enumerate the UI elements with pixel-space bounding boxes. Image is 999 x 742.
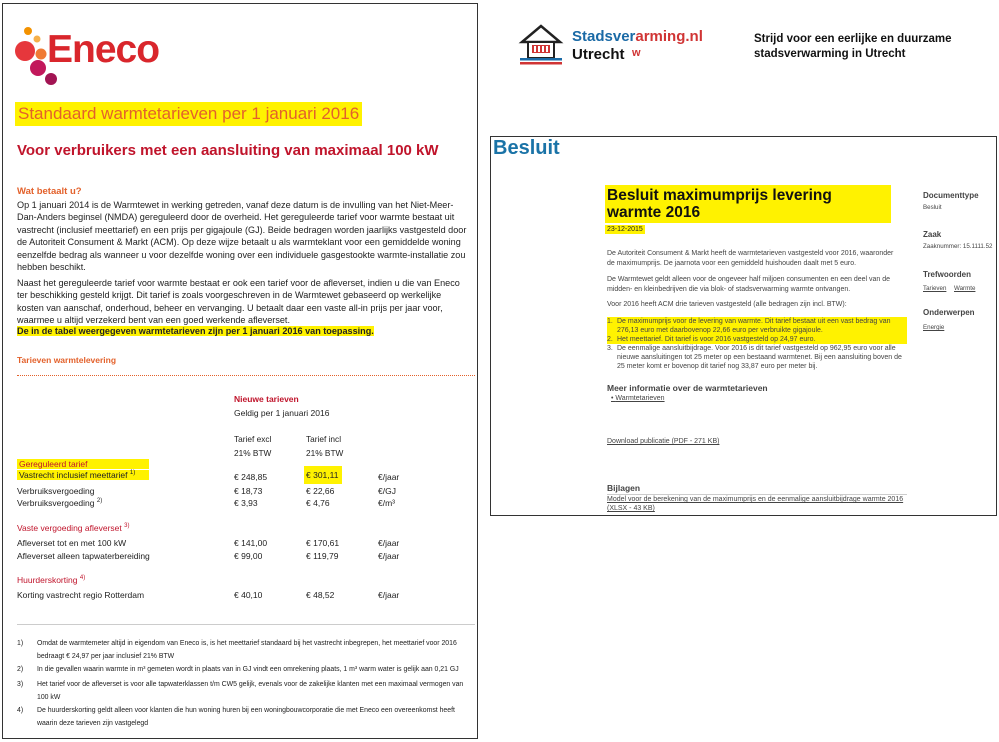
logo-text-blue: Stadsver [572, 28, 636, 45]
section-footnote-ref: 4) [79, 575, 86, 582]
list-text: De eenmalige aansluitbijdrage. Voor 2016 is dit tarief vastgesteld op 962,95 euro voor alle nieuwe aansluitingen tot 25 meter op een bestaand warmtenet. Bij een aansluiting boven de 25 meter komt er bovenop dit tarief nog 33,87 euro per meter bij. [617, 345, 902, 370]
stadsverwarming-city: Utrecht [572, 46, 625, 63]
list-text: De maximumprijs voor de levering van warmte. Dit tarief bestaat uit een vast bedrag van 276,13 euro met daarbovenop 22,66 euro per verbruikte gigajoule. [617, 318, 891, 334]
list-item [607, 344, 907, 371]
table-cell-unit: €/jaar [378, 538, 400, 548]
list-number: 1. [607, 318, 613, 325]
sidebar-doctype-value: Besluit [923, 204, 942, 211]
besluit-date: 23-12-2015 [607, 226, 643, 233]
sidebar-topics-heading: Onderwerpen [923, 308, 975, 317]
footnote-item [17, 705, 473, 731]
footnote-item [17, 664, 473, 677]
table-cell-excl: € 248,85 [234, 472, 268, 482]
page-subtitle: Voor verbruikers met een aansluiting van maximaal 100 kW [17, 142, 439, 159]
table-row-label [17, 498, 102, 508]
table-row-label [17, 470, 149, 480]
besluit-heading: Besluit [493, 137, 560, 159]
table-cell-excl: € 141,00 [234, 538, 268, 548]
keyword-link-warmte[interactable]: Warmte [954, 285, 976, 292]
column-header-incl [306, 432, 343, 460]
logo-text-red: arming.nl [635, 28, 703, 45]
table-cell-incl: € 170,61 [306, 538, 340, 548]
column-header-incl-line1: Tarief incl [306, 434, 342, 444]
table-row-label: Verbruiksvergoeding [17, 486, 95, 496]
table-row-label: Afleverset tot en met 100 kW [17, 538, 127, 548]
stadsverwarming-logo-text[interactable] [572, 28, 703, 45]
table-cell-excl: € 40,10 [234, 590, 263, 600]
row-footnote-ref: 2) [96, 498, 103, 505]
table-cell-unit: €/jaar [378, 590, 400, 600]
table-cell-incl: € 48,52 [306, 590, 335, 600]
section-rent-label: Huurderskorting [17, 575, 78, 585]
link-warmtetarieven[interactable]: • Warmtetarieven [611, 395, 665, 402]
table-cell-incl: € 22,66 [306, 486, 335, 496]
download-publication-link[interactable]: Download publicatie (PDF - 271 KB) [607, 438, 720, 445]
sidebar-doctype-heading: Documenttype [923, 191, 979, 200]
column-header-excl-line1: Tarief excl [234, 434, 272, 444]
table-heading-new-tariffs: Nieuwe tarieven [234, 394, 299, 404]
footnote-text: Omdat de warmtemeter altijd in eigendom van Eneco is, is het meettarief standaard bij het vastrecht inbegrepen, het meettarief voor 2016 bedraagt € 24,97 per jaar inclusief 21% BTW [37, 640, 457, 660]
besluit-paragraph: Voor 2016 heeft ACM drie tarieven vastgesteld (alle bedragen zijn incl. BTW): [607, 301, 847, 308]
validity-note [17, 325, 469, 337]
keyword-link-tarieven[interactable]: Tarieven [923, 285, 947, 292]
footnote-divider [17, 624, 475, 625]
house-radiator-icon [516, 24, 566, 66]
footnote-number: 4) [17, 707, 24, 714]
list-number: 3. [607, 345, 613, 352]
footnote-text: De huurderskorting geldt alleen voor klanten die hun woning huren bij een woningbouwcorporatie die met Eneco een overeenkomst heeft waarin deze tarieven zijn vastgelegd [37, 707, 455, 727]
more-info-heading: Meer informatie over de warmtetarieven [607, 383, 768, 393]
footnote-text: In die gevallen waarin warmte in m³ gemeten wordt in plaats van in GJ vindt een omrekening plaats, 1 m³ warm water is gelijk aan 0,21 GJ [37, 666, 459, 673]
page-title: Standaard warmtetarieven per 1 januari 2016 [15, 102, 362, 126]
section-footnote-ref: 3) [124, 523, 130, 530]
footnote-text: Het tarief voor de afleverset is voor alle tapwaterklassen t/m CW5 gelijk, evenals voor de zakelijke klanten met een maximaal vermogen van 100 kW [37, 681, 464, 701]
table-row-label: Afleverset alleen tapwaterbereiding [17, 551, 150, 561]
acm-besluit-page [490, 136, 997, 516]
slogan: Strijd voor een eerlijke en duurzame stadsverwarming in Utrecht [754, 33, 952, 60]
row-label-text: Vastrecht inclusief meettarief [19, 470, 128, 480]
eneco-tariff-page [2, 3, 478, 739]
eneco-logo-text: Eneco [47, 28, 160, 71]
intro-paragraph: Op 1 januari 2014 is de Warmtewet in werking getreden, vanaf deze datum is de invulling van het Niet-Meer-Dan-Anders beginsel (NMDA) gereguleerd door de overheid. Het gereguleerde tarief voor warmte bestaat uit vastrecht (inclusief meettarief) en een prijs per gigajoule (GJ). Beide bedragen worden jaarlijks vastgesteld door de Autoriteit Consument & Markt (ACM). Op deze wijze betaalt u als warmteklant voor een gemiddelde woning eenzelfde bedrag als wanneer u voor dezelfde woning over een individuele gasgestookte warmte-installatie zou hebben beschikt. [17, 200, 467, 273]
besluit-title: Besluit maximumprijs levering warmte 2016 [605, 185, 891, 223]
topic-link-energie[interactable]: Energie [923, 324, 945, 331]
validity-note-text: De in de tabel weergegeven warmtetarieven zijn per 1 januari 2016 van toepassing. [17, 326, 374, 336]
column-header-excl [234, 432, 271, 460]
besluit-tariff-list [607, 317, 907, 371]
list-item [607, 335, 907, 344]
table-cell-unit: €/GJ [378, 486, 396, 496]
besluit-paragraph: De Warmtewet geldt alleen voor de ongeveer half miljoen consumenten en een deel van de midden- en kleinbedrijven die via blok- of stadsverwarming warmte ontvangen. [607, 276, 891, 293]
section-heading-tarieven: Tarieven warmtelevering [17, 355, 117, 365]
stadsverwarming-w: w [632, 47, 641, 59]
footnote-number: 3) [17, 681, 24, 688]
list-number: 2. [607, 336, 613, 343]
table-cell-incl: € 4,76 [306, 498, 330, 508]
table-cell-excl: € 18,73 [234, 486, 263, 496]
bijlage-download-link[interactable]: Model voor de berekening van de maximumprijs en de eenmalige aansluitbijdrage warmte 2016 (XLSX - 43 KB) [607, 496, 904, 512]
table-cell-incl: € 119,79 [306, 551, 339, 561]
footnote-number: 2) [17, 666, 24, 673]
section-regulated-tariff [17, 459, 149, 469]
section-rent-discount [17, 575, 85, 585]
link-warmtetarieven-text[interactable]: Warmtetarieven [615, 395, 665, 402]
section-heading-wat-betaalt-u: Wat betaalt u? [17, 186, 82, 197]
list-text: Het meettarief. Dit tarief is voor 2016 vastgesteld op 24,97 euro. [617, 336, 816, 343]
row-label-text: Verbruiksvergoeding [17, 498, 95, 508]
sidebar-keywords-heading: Trefwoorden [923, 270, 972, 279]
divider [17, 375, 475, 376]
table-cell-incl: € 301,11 [304, 466, 342, 484]
table-row-label: Korting vastrecht regio Rotterdam [17, 590, 145, 600]
table-cell-unit: €/jaar [378, 551, 400, 561]
footnote-number: 1) [17, 640, 24, 647]
footnote-item [17, 638, 473, 664]
column-header-excl-line2: 21% BTW [234, 448, 272, 458]
table-valid-from: Geldig per 1 januari 2016 [234, 408, 330, 418]
column-header-incl-line2: 21% BTW [306, 448, 344, 458]
sidebar-zaak-value: Zaaknummer: 15.1111.52 [923, 243, 993, 250]
table-cell-unit: €/m³ [378, 498, 395, 508]
table-cell-unit: €/jaar [378, 472, 400, 482]
besluit-paragraph: De Autoriteit Consument & Markt heeft de warmtetarieven vastgesteld voor 2016, waaronder de maximumprijs. De jaarnota voor een gemiddeld huishouden daalt met 5 euro. [607, 250, 894, 267]
table-cell-excl: € 99,00 [234, 551, 263, 561]
section-regulated-label: Gereguleerd tarief [19, 459, 88, 469]
list-item [607, 317, 907, 335]
eneco-logo[interactable] [11, 24, 171, 94]
section-fixed-label: Vaste vergoeding afleverset [17, 523, 122, 533]
footnote-item [17, 679, 473, 705]
bijlagen-heading: Bijlagen [607, 483, 641, 493]
row-footnote-ref: 1) [129, 470, 136, 477]
table-cell-excl: € 3,93 [234, 498, 258, 508]
afleverset-paragraph: Naast het gereguleerde tarief voor warmte bestaat er ook een tarief voor de afleverset, indien u die van Eneco ter beschikking gesteld krijgt. Dit tarief is zoals voorgeschreven in de Warmtewet gebaseerd op werkelijke kosten van aanschaf, onderhoud, beheer en vervanging. U betaalt daar een vaste all-in prijs per jaar voor, waarmee u altijd verzekerd bent van een goed werkende afleverset. [17, 278, 460, 326]
sidebar-zaak-heading: Zaak [923, 230, 942, 239]
section-fixed-fee [17, 523, 129, 533]
